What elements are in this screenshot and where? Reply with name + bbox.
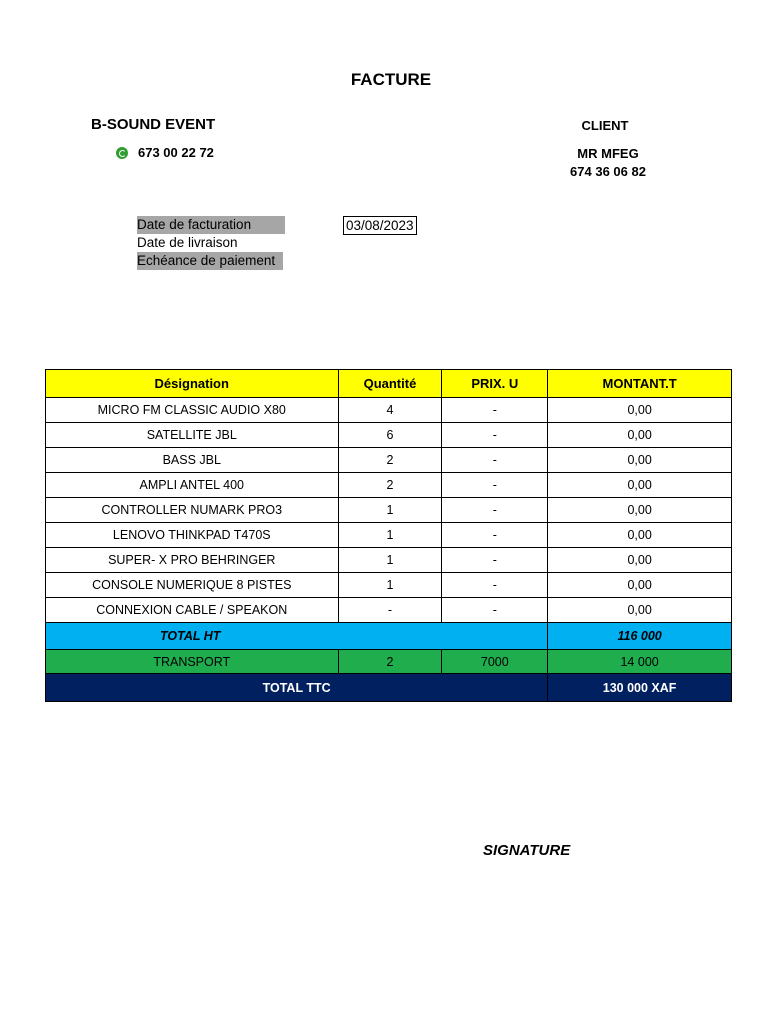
date-facturation-label: Date de facturation bbox=[137, 216, 285, 234]
client-name: MR MFEG bbox=[577, 146, 639, 161]
item-designation: CONSOLE NUMERIQUE 8 PISTES bbox=[46, 573, 339, 598]
table-row bbox=[46, 523, 732, 548]
item-prix-u: - bbox=[442, 448, 548, 473]
item-designation: SUPER- X PRO BEHRINGER bbox=[46, 548, 339, 573]
item-prix-u: - bbox=[442, 498, 548, 523]
item-prix-u: - bbox=[442, 598, 548, 623]
item-montant: 0,00 bbox=[548, 523, 732, 548]
total-ttc-row bbox=[46, 674, 732, 702]
item-montant: 0,00 bbox=[548, 398, 732, 423]
item-montant: 0,00 bbox=[548, 473, 732, 498]
transport-label: TRANSPORT bbox=[46, 650, 339, 674]
item-montant: 0,00 bbox=[548, 598, 732, 623]
echeance-label: Echéance de paiement bbox=[137, 252, 283, 270]
total-ht-row bbox=[46, 623, 732, 650]
item-quantite: 1 bbox=[338, 573, 442, 598]
item-prix-u: - bbox=[442, 523, 548, 548]
item-quantite: 1 bbox=[338, 523, 442, 548]
item-montant: 0,00 bbox=[548, 548, 732, 573]
item-montant: 0,00 bbox=[548, 423, 732, 448]
signature-label: SIGNATURE bbox=[483, 842, 571, 859]
item-quantite: 6 bbox=[338, 423, 442, 448]
header-designation: Désignation bbox=[46, 370, 339, 398]
client-label: CLIENT bbox=[581, 118, 629, 133]
total-ttc-label: TOTAL TTC bbox=[46, 674, 548, 702]
item-designation: CONTROLLER NUMARK PRO3 bbox=[46, 498, 339, 523]
table-row bbox=[46, 498, 732, 523]
company-phone bbox=[116, 145, 214, 160]
item-montant: 0,00 bbox=[548, 448, 732, 473]
header-montant: MONTANT.T bbox=[548, 370, 732, 398]
table-row bbox=[46, 423, 732, 448]
total-ttc-value: 130 000 XAF bbox=[548, 674, 732, 702]
header-prix-u: PRIX. U bbox=[442, 370, 548, 398]
invoice-title: FACTURE bbox=[350, 70, 432, 89]
item-quantite: 4 bbox=[338, 398, 442, 423]
item-montant: 0,00 bbox=[548, 573, 732, 598]
header-quantite: Quantité bbox=[338, 370, 442, 398]
item-designation: LENOVO THINKPAD T470S bbox=[46, 523, 339, 548]
company-phone-number: 673 00 22 72 bbox=[138, 145, 214, 160]
table-row bbox=[46, 398, 732, 423]
item-montant: 0,00 bbox=[548, 498, 732, 523]
item-designation: BASS JBL bbox=[46, 448, 339, 473]
table-header-row bbox=[46, 370, 732, 398]
item-prix-u: - bbox=[442, 398, 548, 423]
transport-qty: 2 bbox=[338, 650, 442, 674]
item-prix-u: - bbox=[442, 573, 548, 598]
item-quantite: 2 bbox=[338, 473, 442, 498]
transport-amount: 14 000 bbox=[548, 650, 732, 674]
item-prix-u: - bbox=[442, 423, 548, 448]
table-row bbox=[46, 573, 732, 598]
transport-price: 7000 bbox=[442, 650, 548, 674]
phone-icon bbox=[116, 147, 128, 159]
item-designation: SATELLITE JBL bbox=[46, 423, 339, 448]
item-designation: AMPLI ANTEL 400 bbox=[46, 473, 339, 498]
total-ht-label: TOTAL HT bbox=[46, 623, 548, 650]
table-row bbox=[46, 548, 732, 573]
item-prix-u: - bbox=[442, 473, 548, 498]
item-prix-u: - bbox=[442, 548, 548, 573]
item-designation: CONNEXION CABLE / SPEAKON bbox=[46, 598, 339, 623]
total-ht-value: 116 000 bbox=[548, 623, 732, 650]
transport-row bbox=[46, 650, 732, 674]
item-quantite: 1 bbox=[338, 548, 442, 573]
table-row bbox=[46, 448, 732, 473]
client-phone: 674 36 06 82 bbox=[570, 164, 646, 179]
table-row bbox=[46, 473, 732, 498]
item-quantite: 1 bbox=[338, 498, 442, 523]
table-row bbox=[46, 598, 732, 623]
invoice-table bbox=[45, 369, 732, 702]
item-designation: MICRO FM CLASSIC AUDIO X80 bbox=[46, 398, 339, 423]
company-name: B-SOUND EVENT bbox=[91, 116, 216, 133]
item-quantite: 2 bbox=[338, 448, 442, 473]
item-quantite: - bbox=[338, 598, 442, 623]
date-facturation-value: 03/08/2023 bbox=[343, 216, 417, 235]
date-livraison-label: Date de livraison bbox=[137, 235, 238, 250]
